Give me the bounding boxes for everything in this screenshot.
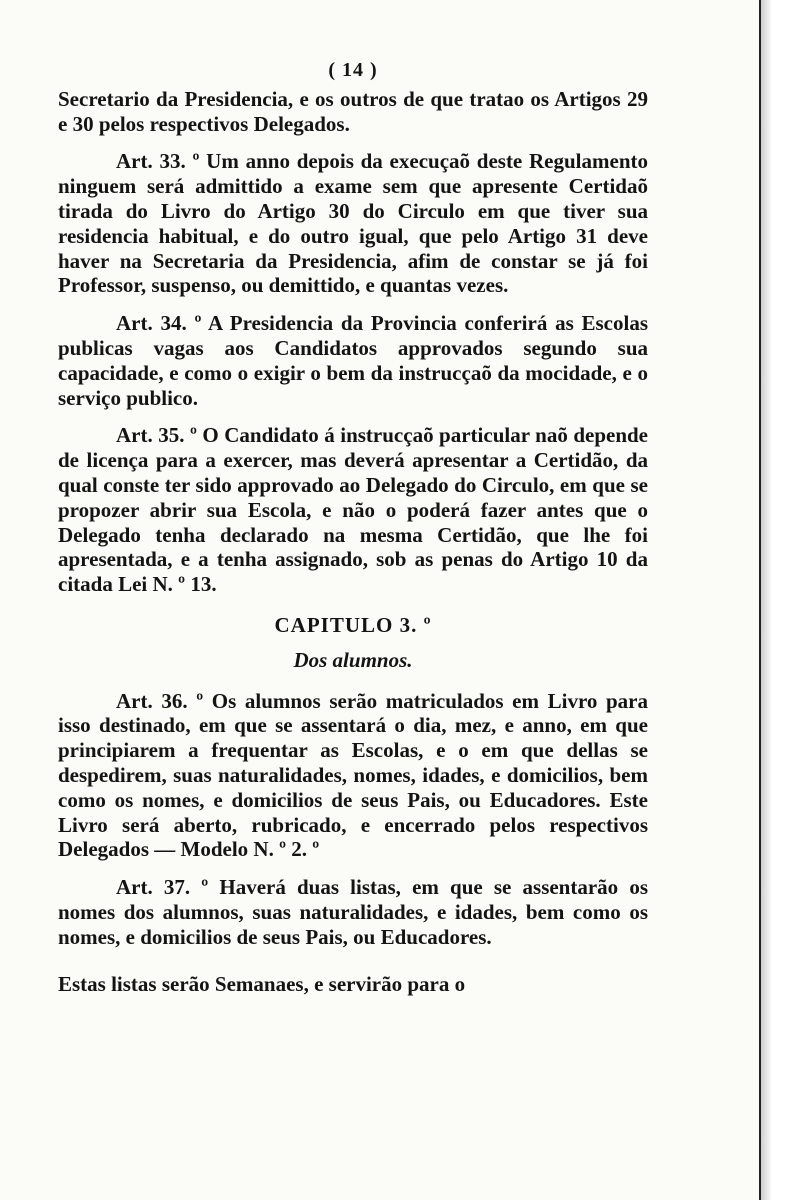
- article-text: Um anno depois da execuçaõ deste Regulamento ninguem será admittido a exame sem que apresente Certidaõ tirada do Livro do Artigo 30 do Circulo em que tiver sua residencia habitual, e do outro igual, que pelo Artigo 31 deve haver na Secretaria da Presidencia, afim de constar se já foi Professor, suspenso, ou demittido, e quantas vezes.: [58, 149, 648, 298]
- article-text: Os alumnos serão matriculados em Livro para isso destinado, em que se assentará o dia, mez, e anno, em que principiarem a frequentar as Escolas, e o em que dellas se despedirem, suas naturalidades, nomes, idades, e domicilios, bem como os nomes, e domicilios de seus Pais, ou Educadores. Este Livro será aberto, rubricado, e encerrado pelos respectivos Delegados — Modelo N. º 2. º: [58, 688, 648, 862]
- article-label: Art. 34. º: [116, 311, 202, 336]
- article-35: [58, 423, 648, 597]
- article-text: O Candidato á instrucçaõ particular naõ depende de licença para a exercer, mas deverá apresentar a Certidão, da qual conste ter sido approvado ao Delegado do Circulo, em que se propozer abrir sua Escola, e não o poderá fazer antes que o Delegado tenha declarado na mesma Certidão, que lhe foi apresentada, e a tenha assignado, sob as penas do Artigo 10 da citada Lei N. º 13.: [58, 423, 649, 597]
- article-36: [58, 689, 648, 863]
- article-34: [58, 311, 648, 410]
- page-edge: [759, 0, 789, 1200]
- article-label: Art. 37. º: [116, 875, 209, 900]
- article-label: Art. 33. º: [116, 149, 200, 174]
- closing-line: Estas listas serão Semanaes, e servirão para o: [58, 971, 466, 996]
- chapter-title: CAPITULO 3. º: [274, 612, 432, 637]
- article-37: [58, 875, 648, 949]
- article-label: Art. 36. º: [116, 688, 204, 713]
- chapter-subtitle: Dos alumnos.: [293, 647, 413, 672]
- article-text: A Presidencia da Provincia conferirá as Escolas publicas vagas aos Candidatos approvados segundo sua capacidade, e como o exigir o bem da instrucçaõ da mocidade, e o serviço publico.: [58, 311, 648, 410]
- article-label: Art. 35. º: [116, 423, 197, 448]
- opening-paragraph: Secretario da Presidencia, e os outros de que tratao os Artigos 29 e 30 pelos respectivos Delegados.: [58, 86, 648, 136]
- article-text: Haverá duas listas, em que se assentarão os nomes dos alumnos, suas naturalidades, e idades, bem como os nomes, e domicilios de seus Pais, ou Educadores.: [58, 875, 648, 949]
- article-33: [58, 149, 648, 298]
- page-content: [58, 58, 648, 1009]
- page-number: ( 14 ): [328, 59, 378, 81]
